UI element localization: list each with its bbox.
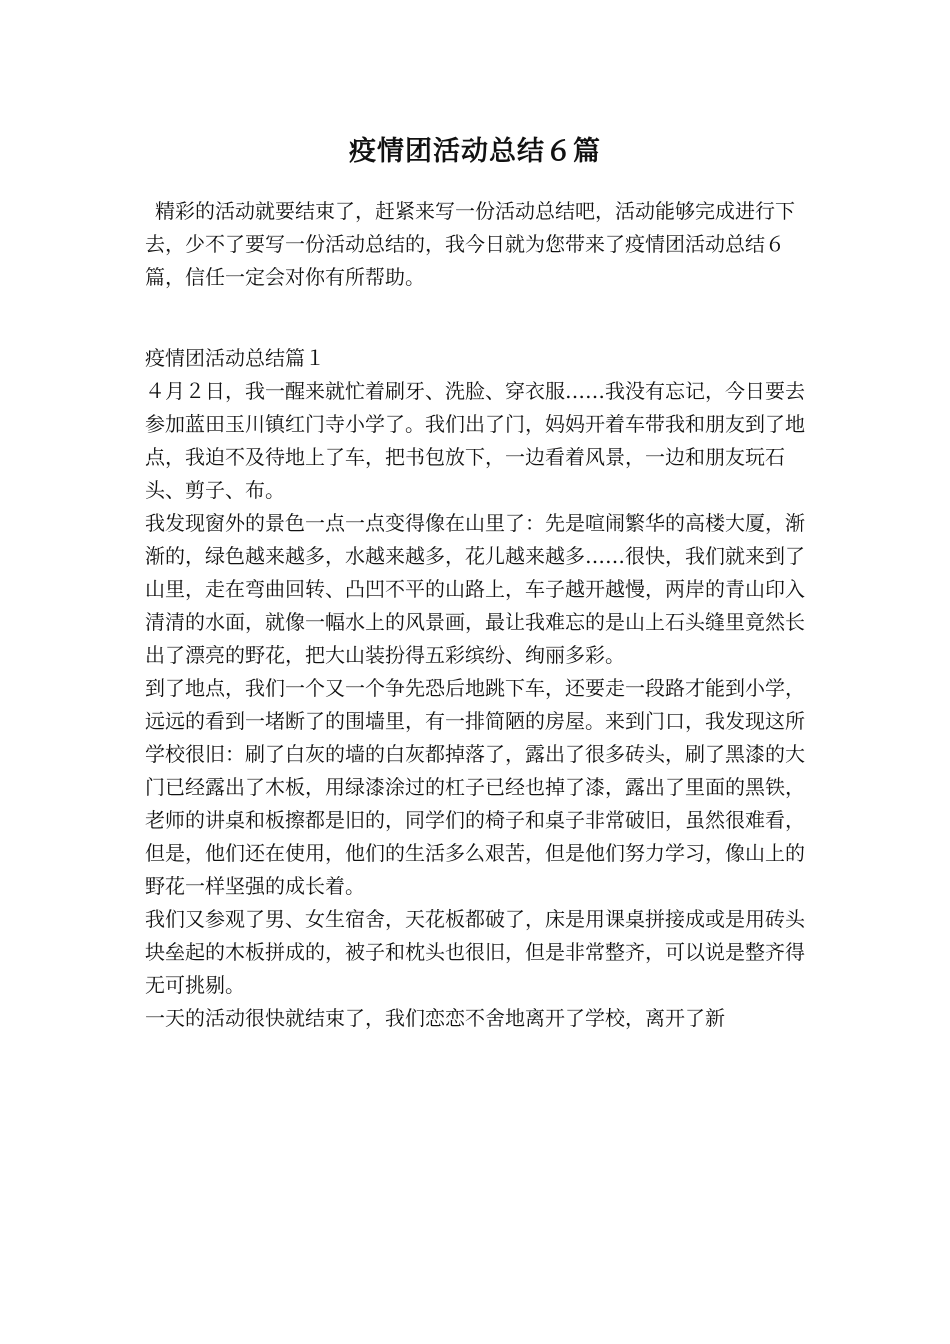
intro-paragraph: 精彩的活动就要结束了，赶紧来写一份活动总结吧，活动能够完成进行下去，少不了要写一份活动总结的，我今日就为您带来了疫情团活动总结６篇，信任一定会对你有所帮助。 bbox=[145, 199, 795, 289]
section-heading: 疫情团活动总结篇１ bbox=[145, 346, 325, 370]
document-title: 疫情团活动总结６篇 bbox=[349, 136, 601, 167]
section-content bbox=[145, 375, 810, 1035]
body-paragraph: 一天的活动很快就结束了，我们恋恋不舍地离开了学校，离开了新 bbox=[145, 1006, 725, 1030]
body-paragraph: ４月２日，我一醒来就忙着刷牙、洗脸、穿衣服……我没有忘记，今日要去参加蓝田玉川镇红门寺小学了。我们出了门，妈妈开着车带我和朋友到了地点，我迫不及待地上了车，把书包放下，一边看着风景，一边和朋友玩石头、剪子、布。 bbox=[145, 379, 805, 502]
body-paragraph: 我发现窗外的景色一点一点变得像在山里了：先是喧闹繁华的高楼大厦，渐渐的，绿色越来越多，水越来越多，花儿越来越多……很快，我们就来到了山里，走在弯曲回转、凸凹不平的山路上，车子越开越慢，两岸的青山印入清清的水面，就像一幅水上的风景画，最让我难忘的是山上石头缝里竟然长出了漂亮的野花，把大山装扮得五彩缤纷、绚丽多彩。 bbox=[145, 511, 805, 667]
body-paragraph: 到了地点，我们一个又一个争先恐后地跳下车，还要走一段路才能到小学，远远的看到一堵断了的围墙里，有一排简陋的房屋。来到门口，我发现这所学校很旧：刷了白灰的墙的白灰都掉落了，露出了很多砖头，刷了黑漆的大门已经露出了木板，用绿漆涂过的杠子已经也掉了漆，露出了里面的黑铁，老师的讲桌和板擦都是旧的，同学们的椅子和桌子非常破旧，虽然很难看，但是，他们还在使用，他们的生活多么艰苦，但是他们努力学习，像山上的野花一样坚强的成长着。 bbox=[145, 676, 805, 898]
body-paragraph: 我们又参观了男、女生宿舍，天花板都破了，床是用课桌拼接成或是用砖头块垒起的木板拼成的，被子和枕头也很旧，但是非常整齐，可以说是整齐得无可挑剔。 bbox=[145, 907, 805, 997]
